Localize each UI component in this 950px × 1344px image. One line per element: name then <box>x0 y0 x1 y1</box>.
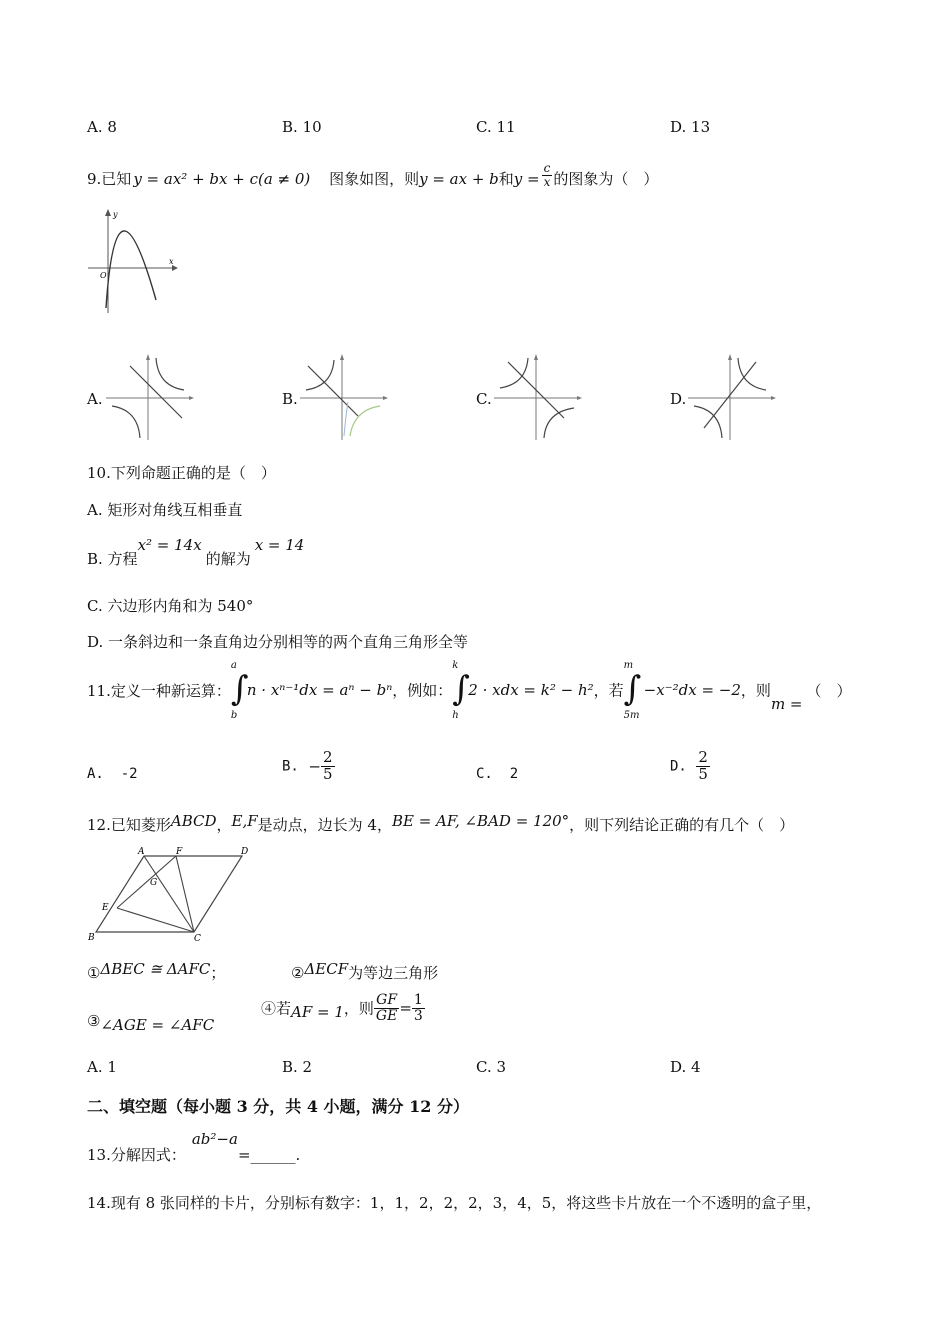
q12-s4-value-num: 1 <box>413 992 423 1008</box>
q12-label-f: F <box>176 847 183 857</box>
q11-prefix: 11.定义一种新运算： <box>87 681 231 700</box>
q12-s1-end: ； <box>210 964 226 982</box>
q9-eq-lhs: y = <box>513 170 540 188</box>
q11-option-c <box>476 766 518 782</box>
q12-statement-1 <box>87 962 225 983</box>
q11-int1-upper: a <box>230 660 237 671</box>
q9-option-a-graph <box>104 352 196 442</box>
q11-int2-lower: h <box>452 710 459 721</box>
q9-graph-origin-label: O <box>100 271 107 280</box>
q10-option-b <box>87 534 305 568</box>
q12-s4-ratio-num: GF <box>374 993 399 1009</box>
q10-b-prefix: B. 方程 <box>87 550 138 568</box>
q9-graph-x-label: x <box>169 257 174 266</box>
q12-statement-4 <box>261 993 425 1037</box>
q11-integral-2: ∫ k h <box>452 660 471 721</box>
q9-b-line <box>308 366 358 416</box>
q11-if: ，若 <box>593 681 624 700</box>
q10-stem: 10.下列命题正确的是（ ） <box>87 464 276 482</box>
q11-d-label: D. <box>670 758 687 775</box>
q9-suffix: 的图象为（ ） <box>553 170 659 188</box>
q11-b-fraction <box>321 750 335 783</box>
q11-option-d <box>670 750 710 783</box>
q9-option-b-label: B. <box>282 390 298 408</box>
q12-statement-3 <box>87 1012 215 1034</box>
q11-option-b <box>282 750 335 783</box>
q12-s3-text: ∠AGE = ∠AFC <box>100 1016 215 1034</box>
q9-parabola-curve <box>106 231 156 308</box>
q9-a-hyperbola-1 <box>156 358 184 390</box>
q10-option-c: C. 六边形内角和为 540° <box>87 597 254 615</box>
q9-b-hyperbola-1 <box>306 360 334 390</box>
q13 <box>87 1128 300 1168</box>
q11-d-num: 2 <box>698 748 708 766</box>
q11-int1-body: n · xⁿ⁻¹dx = aⁿ − bⁿ <box>246 681 393 699</box>
q12-s4-num: ④若 <box>261 999 292 1018</box>
q11-int3-lower: 5m <box>623 710 640 721</box>
q12-s4-value <box>412 993 425 1023</box>
q12-segment-ec <box>117 908 194 932</box>
q12-segment-ef <box>117 856 176 908</box>
q9-parabola-graph <box>88 208 180 318</box>
q12-label-b: B <box>88 933 95 943</box>
q13-blank: =______. <box>237 1146 301 1164</box>
q12-diagonal-ac <box>144 856 194 932</box>
q12-s1-text: ΔBEC ≅ ΔAFC <box>100 960 211 978</box>
q9-graph-y-label: y <box>113 210 118 219</box>
q12-s2-end: 为等边三角形 <box>348 964 439 982</box>
q10-b-solution: x = 14 <box>254 536 305 554</box>
q12-mid: 是动点，边长为 4， <box>257 816 392 834</box>
q12-s4-then: ，则 <box>343 999 374 1018</box>
q9-prefix: 9.已知 <box>87 170 132 188</box>
q12-condition: BE = AF, ∠BAD = 120° <box>391 812 570 830</box>
q9-eq-den: x <box>543 174 551 189</box>
q9-option-a-label: A. <box>87 390 103 408</box>
q14-text: 14.现有 8 张同样的卡片，分别标有数字：1，1，2，2，2，3，4，5，将这些卡片放在一个不透明的盒子里， <box>87 1194 822 1212</box>
q11-int3-upper: m <box>623 660 634 671</box>
q9-option-d-label: D. <box>670 390 687 408</box>
q9-y-arrow <box>105 209 111 216</box>
q12-option-d: D. 4 <box>670 1058 701 1076</box>
q12-s4-ratio <box>374 993 399 1023</box>
q12-label-d: D <box>241 847 249 857</box>
q8-option-b: B. 10 <box>282 118 322 136</box>
q11-int2-upper: k <box>452 660 459 671</box>
q11-integral-1: ∫ a b <box>230 660 249 721</box>
q12-s2-num: ② <box>291 964 305 982</box>
q9-option-d-graph <box>686 352 778 442</box>
q11-option-a <box>87 766 138 782</box>
q11-c-value: 2 <box>509 766 519 782</box>
q11-then: ，则 <box>740 681 771 700</box>
q9-option-b-graph <box>298 352 390 442</box>
q12-s1-num: ① <box>87 964 101 982</box>
q12-s4-eq: AF = 1 <box>291 1003 344 1022</box>
q9-c-hyperbola-1 <box>500 358 528 388</box>
q12-rhombus-figure <box>86 844 258 944</box>
q11-a-value: -2 <box>120 766 138 782</box>
q12-s4-equals: = <box>399 999 412 1018</box>
q11-d-den: 5 <box>698 764 708 783</box>
q12-segment-fc <box>176 856 194 932</box>
q11-int1-lower: b <box>230 710 238 721</box>
q11-paren: （ ） <box>806 681 852 700</box>
q11-integral-3: ∫ m 5m <box>623 660 642 721</box>
q12-stem <box>87 814 794 835</box>
q12-statement-2 <box>291 962 438 983</box>
q11-m-eq: m = <box>770 695 803 713</box>
q12-option-c: C. 3 <box>476 1058 507 1076</box>
q9-d-hyperbola-1 <box>738 358 766 390</box>
q9-stem <box>87 160 659 189</box>
section-2-heading: 二、填空题（每小题 3 分，共 4 小题，满分 12 分） <box>87 1097 469 1116</box>
q13-expression: ab²−a <box>191 1130 238 1148</box>
q11-example: ，例如： <box>392 681 453 700</box>
q12-label-g: G <box>150 878 158 888</box>
q9-option-c-graph <box>492 352 584 442</box>
q11-stem <box>87 660 852 726</box>
q11-b-num: 2 <box>322 748 333 766</box>
q9-eq-frac <box>542 162 553 188</box>
q11-int3-body: −x⁻²dx = −2 <box>643 681 741 699</box>
q9-c-hyperbola-2 <box>544 408 574 438</box>
q12-s3-num: ③ <box>87 1012 101 1030</box>
q12-option-a: A. 1 <box>87 1058 117 1076</box>
q12-sep: ， <box>216 816 232 834</box>
q13-prefix: 13.分解因式： <box>87 1146 186 1164</box>
q10-b-mid: 的解为 <box>205 550 251 568</box>
q11-b-sign: − <box>308 757 321 776</box>
q12-label-c: C <box>194 934 201 944</box>
q11-a-label: A. <box>87 766 104 782</box>
q9-eq-line: y = ax + b <box>419 170 499 188</box>
q11-b-label: B. <box>282 758 299 775</box>
q9-b-hyperbola-2 <box>350 406 380 436</box>
q9-a-hyperbola-2 <box>112 406 140 438</box>
q10-b-equation: x² = 14x <box>137 536 202 554</box>
q12-option-b: B. 2 <box>282 1058 313 1076</box>
q10-option-a: A. 矩形对角线互相垂直 <box>87 501 243 519</box>
q12-s2-text: ΔECF <box>304 960 349 978</box>
q12-label-a: A <box>138 847 145 857</box>
q12-points: E,F <box>231 812 258 830</box>
q10-option-d: D. 一条斜边和一条直角边分别相等的两个直角三角形全等 <box>87 633 469 651</box>
q8-option-c: C. 11 <box>476 118 516 136</box>
q8-option-d: D. 13 <box>670 118 711 136</box>
q9-option-c-label: C. <box>476 390 492 408</box>
q12-s4-ratio-den: GE <box>375 1007 398 1024</box>
q9-a-line <box>130 366 182 418</box>
q11-int2-body: 2 · xdx = k² − h² <box>468 681 594 699</box>
q8-option-a: A. 8 <box>87 118 117 136</box>
q12-s4-value-den: 3 <box>413 1007 423 1024</box>
q9-mid: 图象如图，则 <box>329 170 420 188</box>
q12-label-e: E <box>102 903 109 913</box>
q9-eq-main: y = ax² + bx + c(a ≠ 0) <box>133 170 311 188</box>
q11-b-den: 5 <box>322 764 333 783</box>
q12-rhombus: ABCD <box>170 812 217 830</box>
q11-d-fraction <box>696 750 710 783</box>
q11-c-label: C. <box>476 766 493 782</box>
q12-prefix: 12.已知菱形 <box>87 816 171 834</box>
q9-eq-num: c <box>542 162 553 176</box>
q9-and: 和 <box>498 170 514 188</box>
q12-suffix: ，则下列结论正确的有几个（ ） <box>569 816 795 834</box>
